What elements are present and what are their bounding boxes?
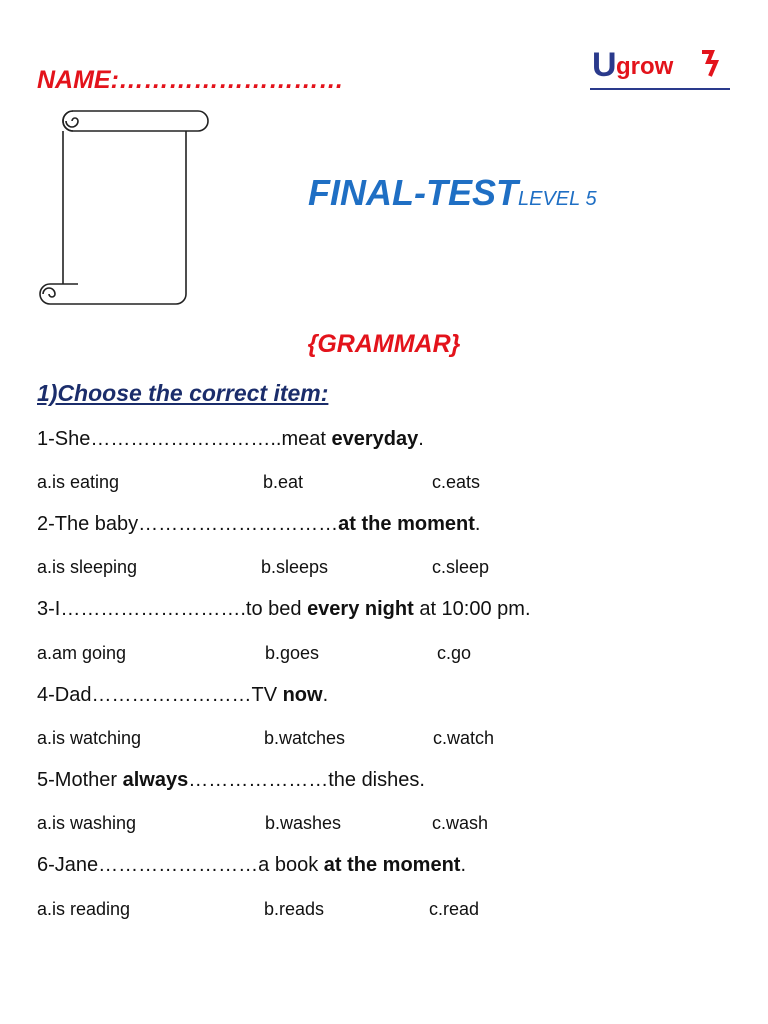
question-5-option-c[interactable]: c.wash — [432, 813, 489, 833]
question-text: 5-Mother — [37, 769, 123, 791]
svg-text:U: U — [592, 46, 617, 84]
question-text: 4-Dad……………………TV — [37, 684, 283, 706]
question-3-option-c[interactable]: c.go — [437, 643, 472, 663]
question-4-option-b[interactable]: b.watches — [264, 728, 346, 748]
instruction-heading: 1)Choose the correct item: — [37, 380, 329, 406]
question-text: . — [322, 684, 329, 706]
question-2-option-b[interactable]: b.sleeps — [261, 557, 329, 577]
question-2 — [37, 513, 480, 536]
question-2-option-a[interactable]: a.is sleeping — [37, 557, 138, 577]
ugrow-logo — [590, 38, 730, 92]
title-main: FINAL-TEST — [308, 172, 518, 213]
question-keyword: every night — [307, 598, 414, 620]
question-text: 3-I……………………….to bed — [37, 598, 308, 620]
question-3 — [37, 598, 531, 621]
question-6 — [37, 854, 466, 877]
question-5-option-b[interactable]: b.washes — [265, 813, 342, 833]
question-text: 2-The baby………………………… — [37, 513, 339, 535]
question-1-option-b[interactable]: b.eat — [263, 472, 304, 492]
question-text: . — [460, 854, 467, 876]
scroll-icon — [38, 108, 213, 308]
question-6-option-b[interactable]: b.reads — [264, 899, 325, 919]
question-text: 1-She………………………..meat — [37, 428, 332, 450]
question-keyword: everyday — [331, 428, 419, 450]
question-text: 6-Jane……………………a book — [37, 854, 324, 876]
question-6-option-c[interactable]: c.read — [429, 899, 480, 919]
question-keyword: always — [122, 769, 189, 791]
question-keyword: now — [282, 684, 323, 706]
question-4-option-a[interactable]: a.is watching — [37, 728, 142, 748]
question-2-option-c[interactable]: c.sleep — [432, 557, 490, 577]
question-text: at 10:00 pm. — [413, 598, 531, 620]
title-level: LEVEL 5 — [517, 188, 597, 210]
question-text: . — [418, 428, 424, 450]
name-field-label: NAME:……………………… — [37, 66, 344, 94]
question-6-option-a[interactable]: a.is reading — [37, 899, 131, 919]
question-1 — [37, 428, 424, 451]
question-text: …………………the dishes. — [188, 769, 425, 791]
test-title — [308, 172, 597, 214]
question-keyword: at the moment — [323, 854, 461, 876]
question-text: . — [474, 513, 481, 535]
question-4-option-c[interactable]: c.watch — [433, 728, 495, 748]
question-keyword: at the moment — [338, 513, 475, 535]
question-3-option-a[interactable]: a.am going — [37, 643, 127, 663]
logo-underline — [590, 88, 730, 90]
question-1-option-a[interactable]: a.is eating — [37, 472, 120, 492]
question-1-option-c[interactable]: c.eats — [432, 472, 481, 492]
question-5-option-a[interactable]: a.is washing — [37, 813, 137, 833]
question-3-option-b[interactable]: b.goes — [265, 643, 320, 663]
question-5 — [37, 769, 425, 792]
question-4 — [37, 684, 328, 707]
svg-text:grow: grow — [616, 53, 674, 80]
section-heading: {GRAMMAR} — [307, 330, 461, 358]
